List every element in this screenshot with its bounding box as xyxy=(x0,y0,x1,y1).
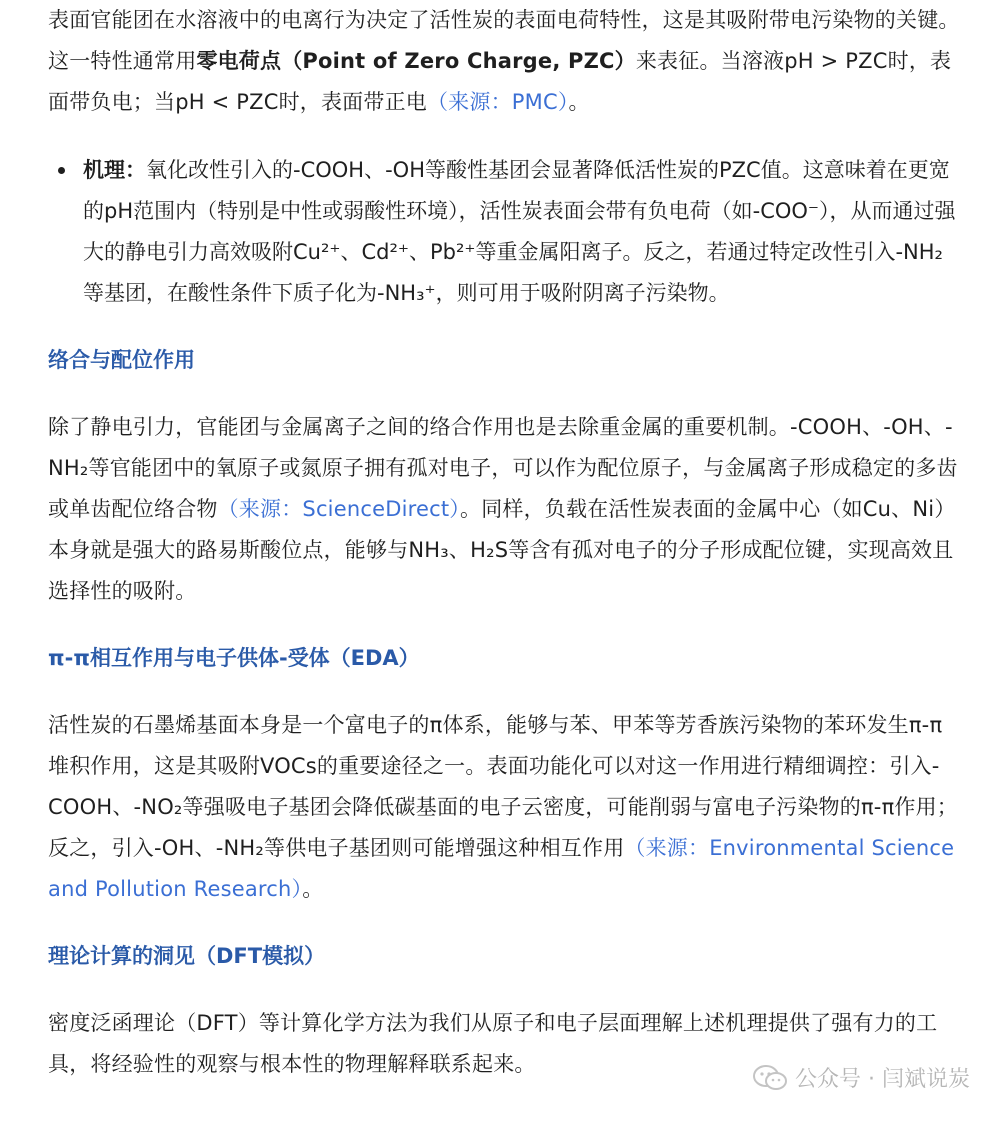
bullet-mechanism xyxy=(48,150,960,314)
paragraph-complexation xyxy=(48,407,960,612)
watermark xyxy=(753,1062,970,1093)
watermark-text: 公众号 · 闫斌说炭 xyxy=(795,1067,970,1092)
complexation-text-1: 除了静电引力，官能团与金属离子之间的络合作用也是去除重金属的重要机制。-COOH、-OH、-NH₂等官能团中的氧原子或氮原子拥有孤对电子，可以作为配位原子，与金属离子形成稳定的多齿或单齿配位络合物 xyxy=(48,415,958,521)
spacer xyxy=(48,123,960,150)
complexation-text-2: 。同样，负载在活性炭表面的金属中心（如Cu、Ni）本身就是强大的路易斯酸位点，能够与NH₃、H₂S等含有孤对电子的分子形成配位键，实现高效且选择性的吸附。 xyxy=(48,497,956,603)
pzc-text-2: 来表征。当溶液pH > PZC时，表面带负电；当pH < PZC时，表面带正电 xyxy=(48,49,952,114)
dft-text: 密度泛函理论（DFT）等计算化学方法为我们从原子和电子层面理解上述机理提供了强有力的工具，将经验性的观察与根本性的物理解释联系起来。 xyxy=(48,1011,938,1076)
bullet-text: 氧化改性引入的-COOH、-OH等酸性基团会显著降低活性炭的PZC值。这意味着在更宽的pH范围内（特别是中性或弱酸性环境），活性炭表面会带有负电荷（如-COO⁻），从而通过强大的静电引力高效吸附Cu²⁺、Cd²⁺、Pb²⁺等重金属阳离子。反之，若通过特定改性引入-NH₂等基团，在酸性条件下质子化为-NH₃⁺，则可用于吸附阴离子污染物。 xyxy=(83,158,956,305)
source-link-pmc[interactable]: （来源：PMC） xyxy=(426,90,569,114)
bullet-list xyxy=(48,150,960,314)
heading-complexation: 络合与配位作用 xyxy=(48,348,195,372)
source-link-espr[interactable]: （来源：Environmental Science and Pollution Research） xyxy=(48,836,955,901)
article-body xyxy=(48,0,960,1085)
spacer xyxy=(48,679,960,705)
wechat-icon xyxy=(753,1065,787,1091)
heading-dft: 理论计算的洞见（DFT模拟） xyxy=(48,944,326,968)
pzc-text-1: 表面官能团在水溶液中的电离行为决定了活性炭的表面电荷特性，这是其吸附带电污染物的关键。这一特性通常用 xyxy=(48,8,960,73)
spacer xyxy=(48,977,960,1003)
spacer xyxy=(48,910,960,936)
pi-pi-text: 活性炭的石墨烯基面本身是一个富电子的π体系，能够与苯、甲苯等芳香族污染物的苯环发生π-π堆积作用，这是其吸附VOCs的重要途径之一。表面功能化可以对这一作用进行精细调控：引入-COOH、-NO₂等强吸电子基团会降低碳基面的电子云密度，可能削弱与富电子污染物的π-π作用；反之，引入-OH、-NH₂等供电子基团则可能增强这种相互作用 xyxy=(48,713,959,860)
pi-pi-text-end: 。 xyxy=(302,877,324,901)
source-link-sciencedirect[interactable]: （来源：ScienceDirect） xyxy=(217,497,460,521)
bullet-label: 机理： xyxy=(83,158,146,182)
spacer xyxy=(48,381,960,407)
spacer xyxy=(48,314,960,340)
spacer xyxy=(48,612,960,638)
heading-pi-pi: π-π相互作用与电子供体-受体（EDA） xyxy=(48,646,420,670)
pzc-bold-term: 零电荷点（Point of Zero Charge, PZC） xyxy=(196,49,636,73)
paragraph-pi-pi xyxy=(48,705,960,910)
pzc-text-end: 。 xyxy=(568,90,590,114)
paragraph-pzc xyxy=(48,0,960,123)
